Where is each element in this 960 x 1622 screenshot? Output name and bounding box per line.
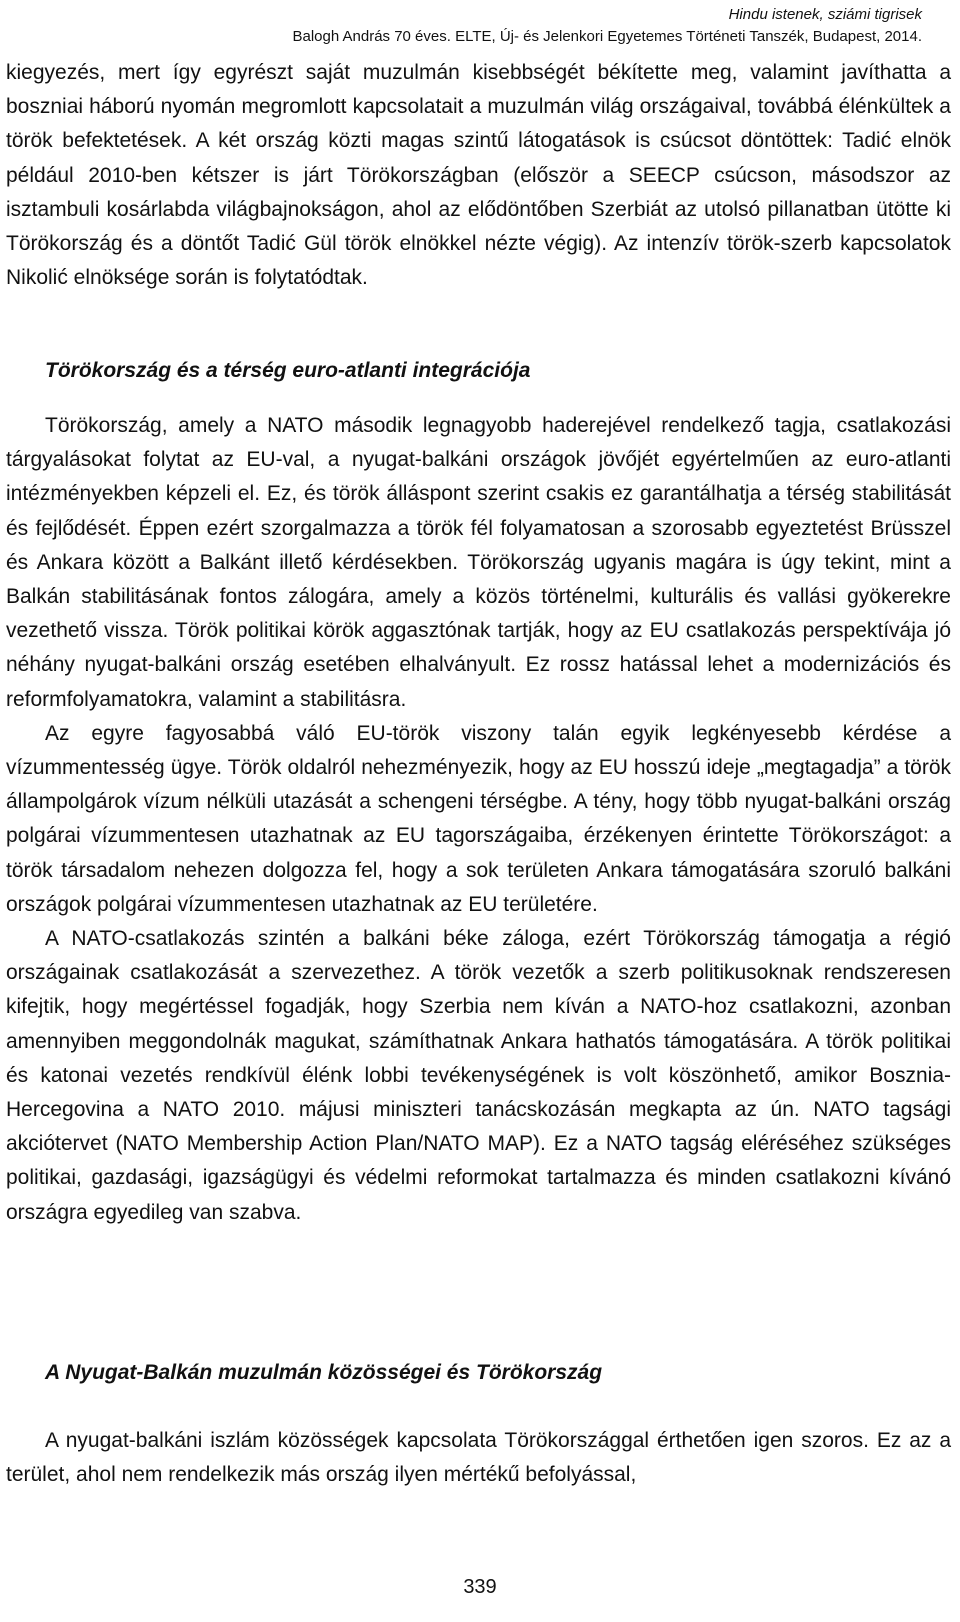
section1-text-block [6, 409, 951, 1230]
section-heading-euro-atlantic: Törökország és a térség euro-atlanti integrációja [45, 359, 531, 382]
section1-paragraph-1: Törökország, amely a NATO második legnagyobb haderejével rendelkező tagja, csatlakozási tárgyalásokat folytat az EU-val, a nyugat-balkáni országok jövőjét egyértelműen az euro-atlanti intézményekben képzeli el. Ez, és török álláspont szerint csakis ez garantálhatja a térség stabilitását és fejlődését. Éppen ezért szorgalmazza a török fél folyamatosan a szorosabb egyeztetést Brüsszel és Ankara között a Balkánt illető kérdésekben. Törökország ugyanis magára is úgy tekint, mint a Balkán stabilitásának fontos zálogára, amely a közös történelmi, kulturális és vallási gyökerekre vezethető vissza. Török politikai körök aggasztónak tartják, hogy az EU csatlakozás perspektívája jó néhány nyugat-balkáni ország esetében elhalványult. Ez rossz hatással lehet a modernizációs és reformfolyamatokra, valamint a stabilitásra. [6, 414, 951, 711]
section1-paragraph-3: A NATO-csatlakozás szintén a balkáni béke záloga, ezért Törökország támogatja a régió országainak csatlakozását a szervezethez. A török vezetők a szerb politikusoknak rendszeresen kifejtik, hogy megértéssel fogadják, hogy Szerbia nem kíván a NATO-hoz csatlakozni, azonban amennyiben meggondolnák magukat, számíthatnak Ankara hathatós támogatására. A török politikai és katonai vezetés rendkívül élénk lobbi tevékenységének is volt köszönhető, amikor Bosznia-Hercegovina a NATO 2010. májusi miniszteri tanácskozásán megkapta az ún. NATO tagsági akciótervet (NATO Membership Action Plan/NATO MAP). Ez a NATO tagság eléréséhez szükséges politikai, gazdasági, igazságügyi és védelmi reformokat tartalmazza és minden csatlakozni kívánó országra egyedileg van szabva. [6, 927, 951, 1224]
section1-paragraph-2: Az egyre fagyosabbá váló EU-török viszony talán egyik legkényesebb kérdése a vízummentesség ügye. Török oldalról nehezményezik, hogy az EU hosszú ideje „megtagadja” a török állampolgárok vízum nélküli utazását a schengeni térségbe. A tény, hogy több nyugat-balkáni ország polgárai vízummentesen utazhatnak az EU tagországaiba, érzékenyen érintette Törökországot: a török társadalom nehezen dolgozza fel, hogy a sok területen Ankara támogatására szoruló balkáni országok polgárai vízummentesen utazhatnak az EU területére. [6, 721, 951, 916]
page-number: 339 [463, 1576, 497, 1598]
section-heading-muslim-communities: A Nyugat-Balkán muzulmán közösségei és Törökország [45, 1361, 603, 1384]
running-header [292, 4, 922, 48]
section2-text-block [6, 1424, 951, 1492]
intro-text-block [6, 56, 951, 295]
header-publication-info: Balogh András 70 éves. ELTE, Új- és Jelenkori Egyetemes Történeti Tanszék, Budapest, 2014. [292, 28, 922, 45]
intro-paragraph: kiegyezés, mert így egyrészt saját muzulmán kisebbségét békítette meg, valamint javíthatta a boszniai háború nyomán megromlott kapcsolatait a muzulmán világ országaival, továbbá élénkültek a török befektetések. A két ország közti magas szintű látogatások is csúcsot döntöttek: Tadić elnök például 2010-ben kétszer is járt Törökországban (először a SEECP csúcson, másodszor az isztambuli kosárlabda világbajnokságon, ahol az elődöntőben Szerbiát az utolsó pillanatban ütötte ki Törökország és a döntőt Tadić Gül török elnökkel nézte végig). Az intenzív török-szerb kapcsolatok Nikolić elnöksége során is folytatódtak. [6, 61, 951, 290]
section2-paragraph-1: A nyugat-balkáni iszlám közösségek kapcsolata Törökországgal érthetően igen szoros. Ez az a terület, ahol nem rendelkezik más ország ilyen mértékű befolyással, [6, 1429, 951, 1487]
header-book-title: Hindu istenek, sziámi tigrisek [728, 6, 922, 23]
